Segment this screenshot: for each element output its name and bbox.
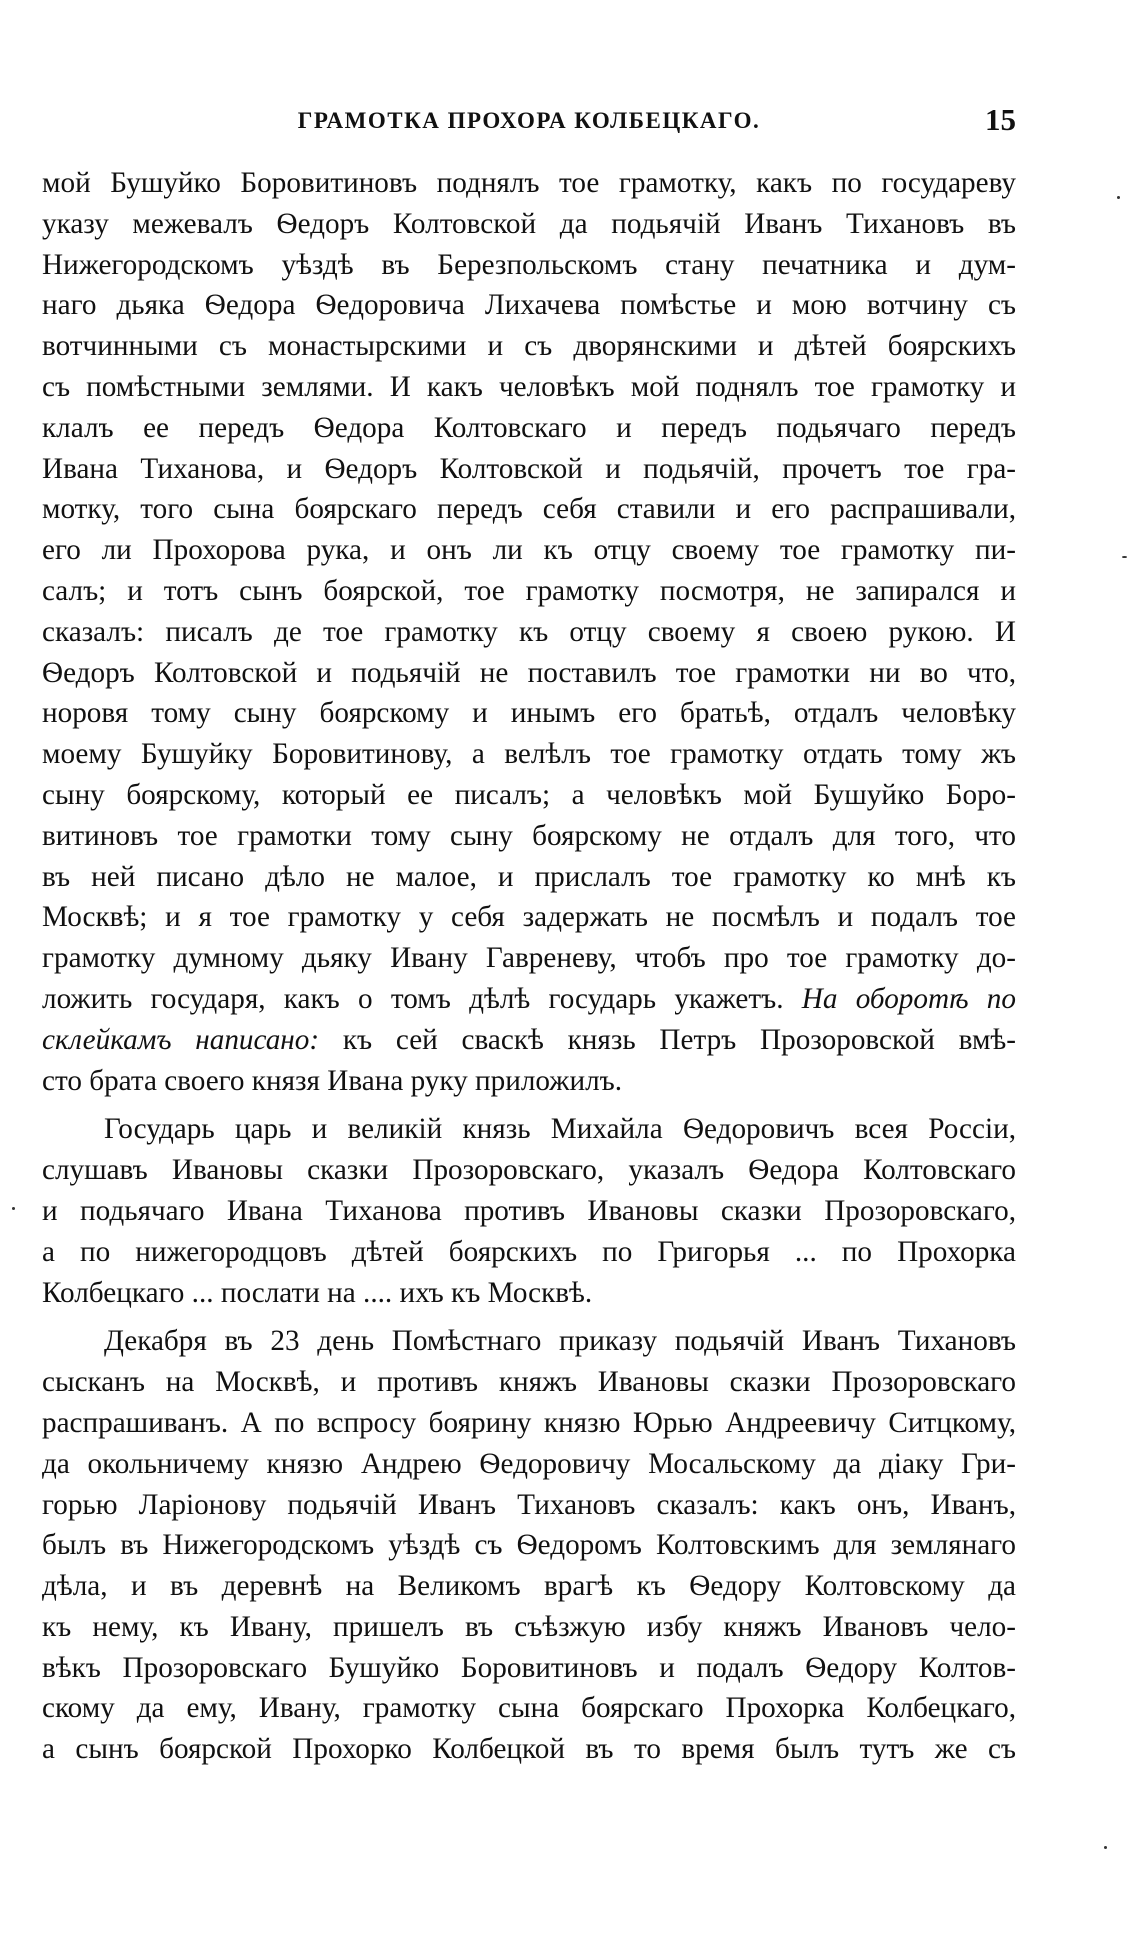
text-line: вѣкъ Прозоровскаго Бушуйко Боровитиновъ и подалъ Ѳедору Колтов-: [42, 1651, 1016, 1684]
running-head: [42, 102, 1016, 148]
paragraph-gap: [42, 1101, 1016, 1109]
text-line: съ помѣстными землями. И какъ человѣкъ мой поднялъ тое грамотку и: [42, 370, 1016, 403]
text-line: Ивана Тиханова, и Ѳедоръ Колтовской и подьячій, прочетъ тое гра-: [42, 452, 1016, 485]
text-line-with-italic: [42, 1020, 1016, 1061]
print-speck: [1117, 196, 1120, 199]
text-line: указу межевалъ Ѳедоръ Колтовской да подьячій Иванъ Тихановъ въ: [42, 207, 1016, 240]
running-title: ГРАМОТКА ПРОХОРА КОЛБЕЦКАГО.: [297, 108, 761, 133]
text-fragment: къ сей сваскѣ князь Петръ Прозоровской вмѣ-: [342, 1023, 1016, 1056]
print-speck: [1104, 1846, 1107, 1849]
text-line: Нижегородскомъ уѣздѣ въ Березпольскомъ стану печатника и дум-: [42, 248, 1016, 281]
text-line: Декабря въ 23 день Помѣстнаго приказу подьячій Иванъ Тихановъ: [104, 1325, 1016, 1358]
text-line: грамотку думному дьяку Ивану Гавреневу, чтобъ про тое грамотку до-: [42, 942, 1016, 975]
text-line: былъ въ Нижегородскомъ уѣздѣ съ Ѳедоромъ Колтовскимъ для землянаго: [42, 1529, 1016, 1562]
text-line: сто брата своего князя Ивана руку приложилъ.: [42, 1064, 623, 1097]
text-line: норовя тому сыну боярскому и инымъ его братьѣ, отдалъ человѣку: [42, 697, 1016, 730]
text-line: дѣла, и въ деревнѣ на Великомъ врагѣ къ Ѳедору Колтовскому да: [42, 1570, 1016, 1603]
text-line: салъ; и тотъ сынъ боярской, тое грамотку посмотря, не запирался и: [42, 574, 1016, 607]
text-line: и подьячаго Ивана Тиханова противъ Ивановы сказки Прозоровскаго,: [42, 1194, 1016, 1227]
text-line: Государь царь и великій князь Михайла Ѳедоровичъ всея Россіи,: [104, 1113, 1016, 1146]
text-line: да окольничему князю Андрею Ѳедоровичу Мосальскому да діаку Гри-: [42, 1447, 1016, 1480]
page-number: 15: [985, 102, 1016, 137]
text-line: его ли Прохорова рука, и онъ ли къ отцу своему тое грамотку пи-: [42, 534, 1016, 567]
text-line: а по нижегородцовъ дѣтей боярскихъ по Григорья ... по Прохорка: [42, 1235, 1016, 1268]
italic-note: На оборотѣ по: [801, 982, 1016, 1015]
text-fragment: ложить государя, какъ о томъ дѣлѣ государь укажетъ.: [42, 982, 784, 1015]
text-line: моему Бушуйку Боровитинову, а велѣлъ тое грамотку отдать тому жъ: [42, 738, 1016, 771]
text-line: мотку, того сына боярскаго передъ себя ставили и его распрашивали,: [42, 493, 1016, 526]
text-line: горью Ларіонову подьячій Иванъ Тихановъ сказалъ: какъ онъ, Иванъ,: [42, 1488, 1016, 1521]
text-line: а сынъ боярской Прохорко Колбецкой въ то время былъ тутъ же съ: [42, 1733, 1016, 1766]
text-line: слушавъ Ивановы сказки Прозоровскаго, указалъ Ѳедора Колтовскаго: [42, 1154, 1016, 1187]
text-line: въ ней писано дѣло не малое, и прислалъ тое грамотку ко мнѣ къ: [42, 860, 1016, 893]
text-line: клалъ ее передъ Ѳедора Колтовскаго и передъ подьячаго передъ: [42, 411, 1016, 444]
text-line: скому да ему, Ивану, грамотку сына боярскаго Прохорка Колбецкаго,: [42, 1692, 1016, 1725]
text-line: Москвѣ; и я тое грамотку у себя задержать не посмѣлъ и подалъ тое: [42, 901, 1016, 934]
text-line: мой Бушуйко Боровитиновъ поднялъ тое грамотку, какъ по государеву: [42, 167, 1016, 199]
text-line: наго дьяка Ѳедора Ѳедоровича Лихачева помѣстье и мою вотчину съ: [42, 289, 1016, 322]
print-speck: [12, 1207, 15, 1210]
text-line-with-italic: [42, 979, 1016, 1020]
text-line: сказалъ: писалъ де тое грамотку къ отцу своему я своею рукою. И: [42, 615, 1016, 648]
text-line: Ѳедоръ Колтовской и подьячій не поставилъ тое грамотки ни во что,: [42, 656, 1016, 689]
italic-note: склейкамъ написано:: [42, 1023, 320, 1056]
text-line: сыну боярскому, который ее писалъ; а человѣкъ мой Бушуйко Боро-: [42, 778, 1016, 811]
text-line: вотчинными съ монастырскими и съ дворянскими и дѣтей боярскихъ: [42, 330, 1016, 363]
text-line: къ нему, къ Ивану, пришелъ въ съѣзжую избу княжъ Ивановъ чело-: [42, 1610, 1016, 1643]
print-speck: [1122, 556, 1127, 558]
body-text: [42, 163, 1016, 1770]
text-line: сысканъ на Москвѣ, и противъ княжъ Ивановы сказки Прозоровскаго: [42, 1366, 1016, 1399]
text-line: витиновъ тое грамотки тому сыну боярскому не отдалъ для того, что: [42, 819, 1016, 852]
text-line: распрашиванъ. А по вспросу боярину князю Юрью Андреевичу Ситцкому,: [42, 1406, 1016, 1439]
paragraph-gap: [42, 1313, 1016, 1321]
text-line: Колбецкаго ... послати на .... ихъ къ Москвѣ.: [42, 1276, 593, 1309]
